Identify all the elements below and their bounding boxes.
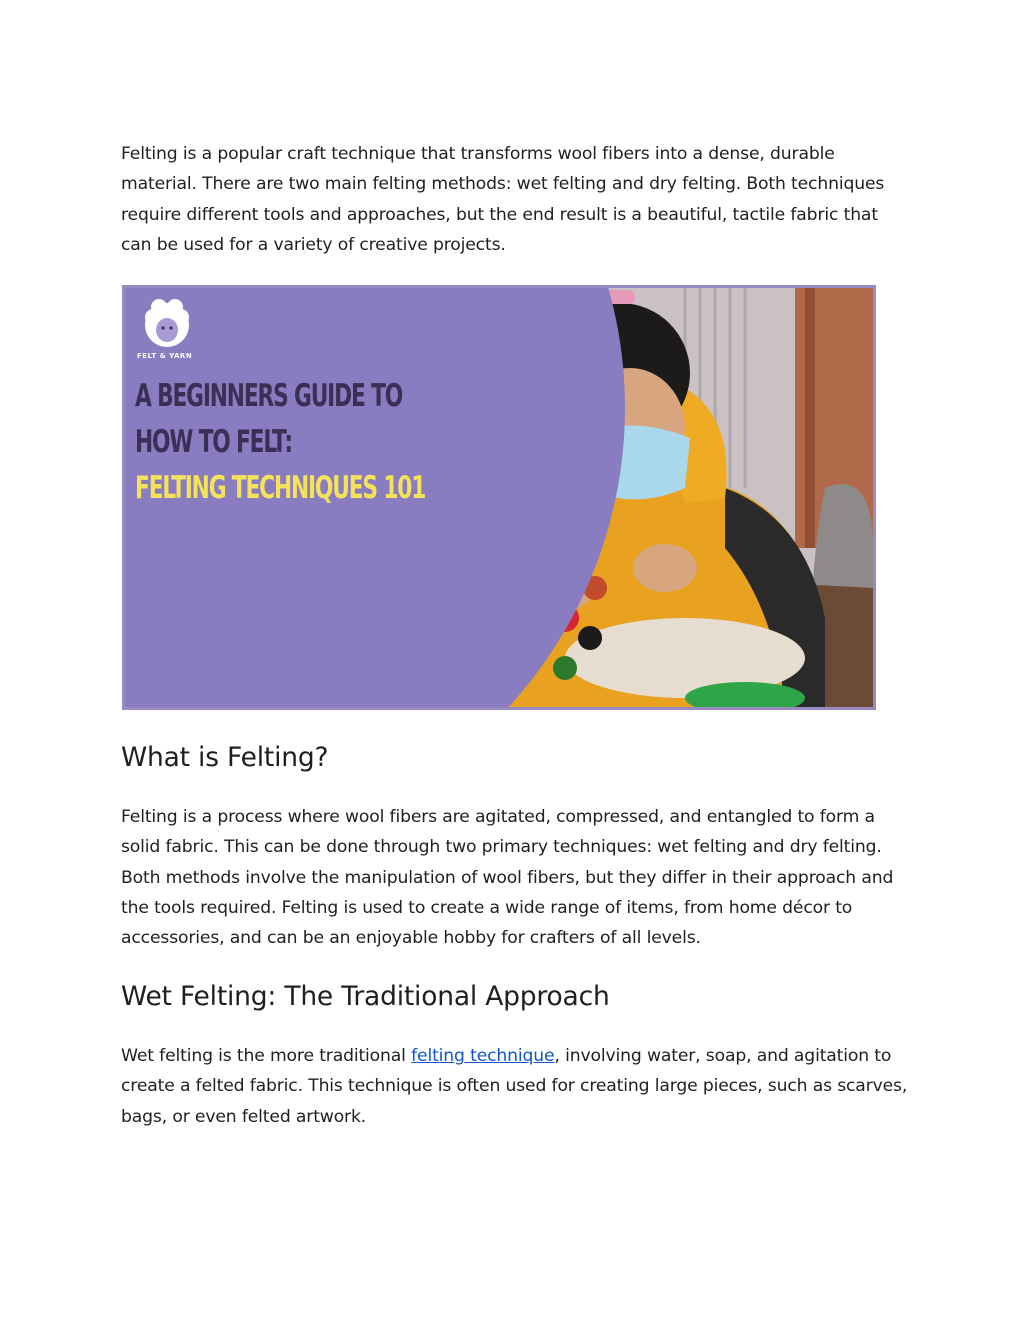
section-paragraph: Felting is a process where wool fibers are agitated, compressed, and entangled to form a solid fabric. This can be done through two primary techniques: wet felting and dry felting. Both methods involve the manipulation of wool fibers, but they differ in their approach and the tools required. Felting is used to create a wide range of items, from home décor to accessories, and can be an enjoyable hobby for crafters of all levels. — [121, 807, 894, 949]
section-what-is-felting — [121, 741, 911, 953]
article-content — [121, 139, 911, 260]
section-heading: What is Felting? — [121, 742, 329, 773]
hero-image — [122, 285, 876, 710]
paragraph-text: , involving water, soap, and agitation to create a felted fabric. This technique is often used for creating large pieces, such as scarves, bags, or even felted artwork. — [121, 1046, 908, 1127]
felting-technique-link[interactable]: felting technique — [411, 1046, 555, 1066]
section-paragraph — [121, 1041, 911, 1132]
sheep-logo-icon — [139, 297, 195, 353]
intro-paragraph: Felting is a popular craft technique that transforms wool fibers into a dense, durable material. There are two main felting methods: wet felting and dry felting. Both techniques require different tools and approaches, but the end result is a beautiful, tactile fabric that can be used for a variety of creative projects. — [121, 144, 885, 255]
section-heading: Wet Felting: The Traditional Approach — [121, 981, 610, 1012]
hero-title — [135, 373, 426, 511]
hero-title-line1: A BEGINNERS GUIDE TO — [135, 378, 403, 414]
paragraph-text: Wet felting is the more traditional — [121, 1046, 412, 1066]
hero-title-line3: FELTING TECHNIQUES 101 — [135, 470, 426, 506]
hero-title-line2: HOW TO FELT: — [135, 424, 292, 460]
brand-name: FELT & YARN — [137, 352, 193, 360]
section-wet-felting — [121, 980, 911, 1132]
